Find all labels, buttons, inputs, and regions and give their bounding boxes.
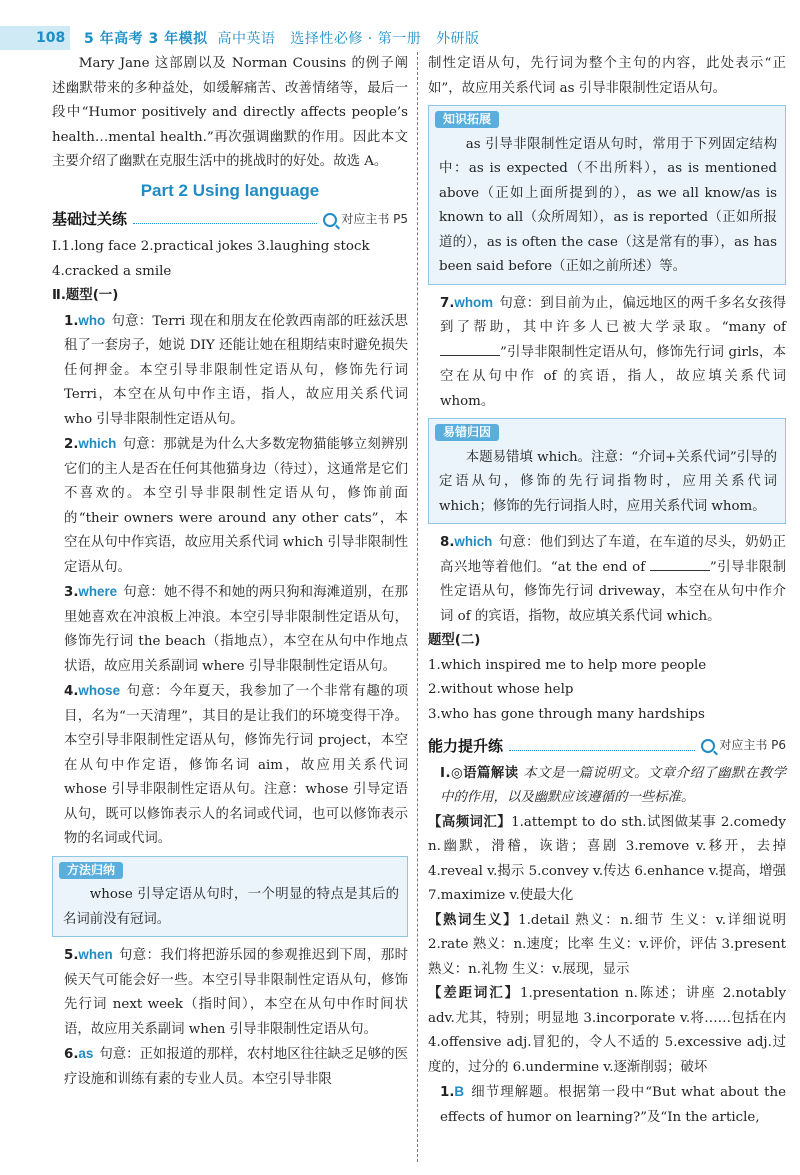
passage-summary-text: 本文是一篇说明文。文章介绍了幽默在教学中的作用，以及幽默应该遵循的一些标准。 bbox=[440, 765, 786, 805]
question-number: 6. bbox=[64, 1047, 79, 1062]
question-number: 3. bbox=[64, 585, 79, 600]
section-basic bbox=[52, 207, 408, 232]
section-rule bbox=[133, 213, 317, 224]
section-title: 能力提升练 bbox=[428, 736, 504, 755]
column-divider bbox=[417, 52, 418, 1162]
explanation: 句意：她不得不和她的两只狗和海滩道别，在那里她喜欢在冲浪板上冲浪。本空引导非限制性定语从句，修饰先行词 the beach（指地点），本空在从句中作地点状语，故应用关系副词 where 引导非限制性定语从句。 bbox=[64, 585, 408, 674]
explanation: 句意：正如报道的那样，农村地区往往缺乏足够的医疗设施和训练有素的专业人员。本空引导非限 bbox=[64, 1047, 408, 1087]
vocab-block bbox=[428, 982, 786, 1080]
explanation-continued: 制性定语从句，先行词为整个主句的内容，此处表示“正如”，故应用关系代词 as 引导非限制性定语从句。 bbox=[428, 56, 786, 96]
explanation: 细节理解题。根据第一段中“But what about the effects of humor on learning?”及“In the article, bbox=[440, 1085, 786, 1125]
vocab-block bbox=[428, 909, 786, 983]
explanation: 句意：那就是为什么大多数宠物猫能够立刻辨别它们的主人是否在任何其他猫身边（待过），这通常是它们不喜欢的。本空引导非限制性定语从句，修饰前面的“their owners were around any other cats”，本空在从句中作宾语，故应用关系代词 which 引导非限制性定语从句。 bbox=[64, 437, 408, 575]
right-column bbox=[428, 52, 786, 1130]
question-item bbox=[428, 1080, 786, 1130]
book-title-series: 5 年高考 3 年模拟 bbox=[84, 31, 208, 47]
answer-line: 4.cracked a smile bbox=[52, 263, 172, 279]
vocab-block bbox=[428, 811, 786, 909]
question-item bbox=[428, 530, 786, 629]
answer-word: whose bbox=[78, 683, 121, 698]
question-item bbox=[52, 943, 408, 1042]
answer-line: 3.who has gone through many hardships bbox=[428, 706, 705, 722]
vocab-text: 1.detail 熟义：n.细节 生义：v.详细说明 2.rate 熟义：n.速度；比率 生义：v.评价，评估 3.present 熟义：n.礼物 生义：v.展现，显示 bbox=[428, 912, 787, 977]
search-icon bbox=[323, 213, 337, 227]
answer-word: which bbox=[78, 436, 117, 451]
answer-word: where bbox=[78, 584, 118, 599]
question-item bbox=[428, 291, 786, 415]
tip-tag: 方法归纳 bbox=[59, 862, 123, 879]
page-number: 108 bbox=[36, 30, 66, 46]
answer-line: 2.without whose help bbox=[428, 682, 574, 697]
question-number: 1. bbox=[64, 313, 79, 329]
section-reference: 对应主书 P5 bbox=[341, 211, 408, 226]
question-item bbox=[52, 432, 408, 580]
explanation: ”引导非限制性定语从句，修饰先行词 girls，本空在从句中作 of 的宾语，指人，故应填关系代词 whom。 bbox=[440, 344, 786, 409]
section-rule bbox=[509, 740, 695, 751]
question-type-heading: Ⅱ.题型(一) bbox=[52, 288, 119, 303]
vocab-head: 【熟词生义】 bbox=[428, 912, 519, 928]
answer-line: Ⅰ.1.long face 2.practical jokes 3.laughing stock bbox=[52, 239, 370, 254]
tip-tag: 知识拓展 bbox=[435, 111, 499, 128]
vocab-text: 1.presentation n.陈述；讲座 2.notably adv.尤其，特别；明显地 3.incorporate v.将……包括在内 4.offensive adj.冒犯的，令人不适的 5.excessive adj.过度的，过分的 6.undermine v.逐渐削弱；破坏 bbox=[428, 986, 787, 1075]
question-type-heading: 题型(二) bbox=[428, 633, 481, 648]
answer-word: whom bbox=[454, 294, 494, 310]
passage-summary bbox=[428, 762, 786, 811]
explanation: ”引导非限制性定语从句，修饰先行词 driveway，本空在从句中作介词 of 的宾语，指物，故应填关系代词 which。 bbox=[440, 559, 786, 624]
question-number: 7. bbox=[440, 295, 455, 311]
part-title: Part 2 Using language bbox=[140, 180, 320, 200]
question-number: 5. bbox=[64, 948, 79, 963]
answer-line: 1.which inspired me to help more people bbox=[428, 657, 707, 673]
tip-tag: 易错归因 bbox=[435, 424, 499, 441]
vocab-head: 【差距词汇】 bbox=[428, 986, 521, 1001]
question-number: 4. bbox=[64, 684, 79, 699]
left-column bbox=[52, 52, 408, 1092]
explanation: 句意：Terri 现在和朋友在伦敦西南部的旺兹沃思租了一套房子，她说 DIY 还能让她在租期结束时避免损失任何押金。本空引导非限制性定语从句，修饰先行词 Terri，本空在从句中作主语，指人，故应用关系代词 who 引导非限制性定语从句。 bbox=[64, 313, 408, 427]
section-title: 基础过关练 bbox=[52, 210, 128, 229]
error-analysis-box bbox=[428, 418, 786, 524]
question-number: 1. bbox=[440, 1085, 455, 1100]
vocab-text: 1.attempt to do sth.试图做某事 2.comedy n.幽默，滑稽，诙谐；喜剧 3.remove v.移开，去掉 4.reveal v.揭示 5.convey v.传达 6.enhance v.提高，增强 7.maximize v.使最大化 bbox=[428, 814, 787, 903]
answer-word: when bbox=[78, 947, 113, 962]
question-number: 2. bbox=[64, 437, 79, 452]
answer-word: who bbox=[78, 312, 106, 328]
book-title bbox=[84, 28, 480, 48]
section-advanced bbox=[428, 733, 786, 758]
explanation: 句意：他们到达了车道，在车道的尽头，奶奶正高兴地等着他们。“at the end of bbox=[440, 535, 786, 575]
tip-text: 本题易错填 which。注意：“介词+关系代词”引导的定语从句，修饰的先行词指物时，应用关系代词 which；修饰的先行词指人时，应用关系代词 whom。 bbox=[439, 449, 777, 514]
answer-word: as bbox=[78, 1046, 94, 1061]
explanation: 句意：到目前为止，偏远地区的两千多名女孩得到了帮助，其中许多人已被大学录取。“many of bbox=[440, 295, 786, 335]
blank-line bbox=[650, 556, 710, 571]
method-summary-box bbox=[52, 856, 408, 938]
tip-text: as 引导非限制性定语从句时，常用于下列固定结构中：as is expected（不出所料），as is mentioned above（正如上面所提到的），as we all know/as is known to all（众所周知），as is reported（正如所报道的），as is often the case（这是常有的事），as has been said before（正如之前所述）等。 bbox=[439, 136, 777, 274]
book-title-subject: 高中英语 选择性必修 · 第一册 外研版 bbox=[207, 31, 480, 47]
page-header bbox=[0, 0, 800, 48]
search-icon bbox=[701, 739, 715, 753]
answer-word: which bbox=[454, 534, 493, 549]
passage-summary-head: Ⅰ.◎语篇解读 bbox=[440, 765, 519, 781]
question-number: 8. bbox=[440, 535, 455, 550]
question-item bbox=[52, 1042, 408, 1092]
question-item bbox=[52, 580, 408, 679]
vocab-head: 【高频词汇】 bbox=[428, 814, 512, 830]
explanation: 句意：我们将把游乐园的参观推迟到下周，那时候天气可能会好一些。本空引导非限制性定语从句，修饰先行词 next week（指时间），本空在从句中作时间状语，故应用关系副词 when 引导非限制性定语从句。 bbox=[64, 948, 408, 1037]
explanation: 句意：今年夏天，我参加了一个非常有趣的项目，名为“一天清理”，其目的是让我们的环境变得干净。本空引导非限制性定语从句，修饰先行词 project，本空在从句中作定语，修饰名词 aim，故应用关系代词 whose 引导非限制性定语从句。注意：whose 引导定语从句，既可以修饰表示人的名词或代词，也可以修饰表示物的名词或代词。 bbox=[64, 684, 408, 846]
intro-paragraph: Mary Jane 这部剧以及 Norman Cousins 的例子阐述幽默带来的多种益处，如缓解痛苦、改善情绪等，最后一段中“Humor positively and directly affects people’s health…mental health.”再次强调幽默的作用。因此本文主要介绍了幽默在克服生活中的挑战时的好处。故选 A。 bbox=[52, 56, 408, 169]
question-item bbox=[52, 309, 408, 433]
tip-text: whose 引导定语从句时，一个明显的特点是其后的名词前没有冠词。 bbox=[63, 887, 399, 927]
answer-word: B bbox=[454, 1084, 465, 1099]
blank-line bbox=[440, 341, 500, 356]
question-item bbox=[52, 679, 408, 852]
knowledge-extension-box bbox=[428, 105, 786, 285]
section-reference: 对应主书 P6 bbox=[719, 738, 786, 752]
